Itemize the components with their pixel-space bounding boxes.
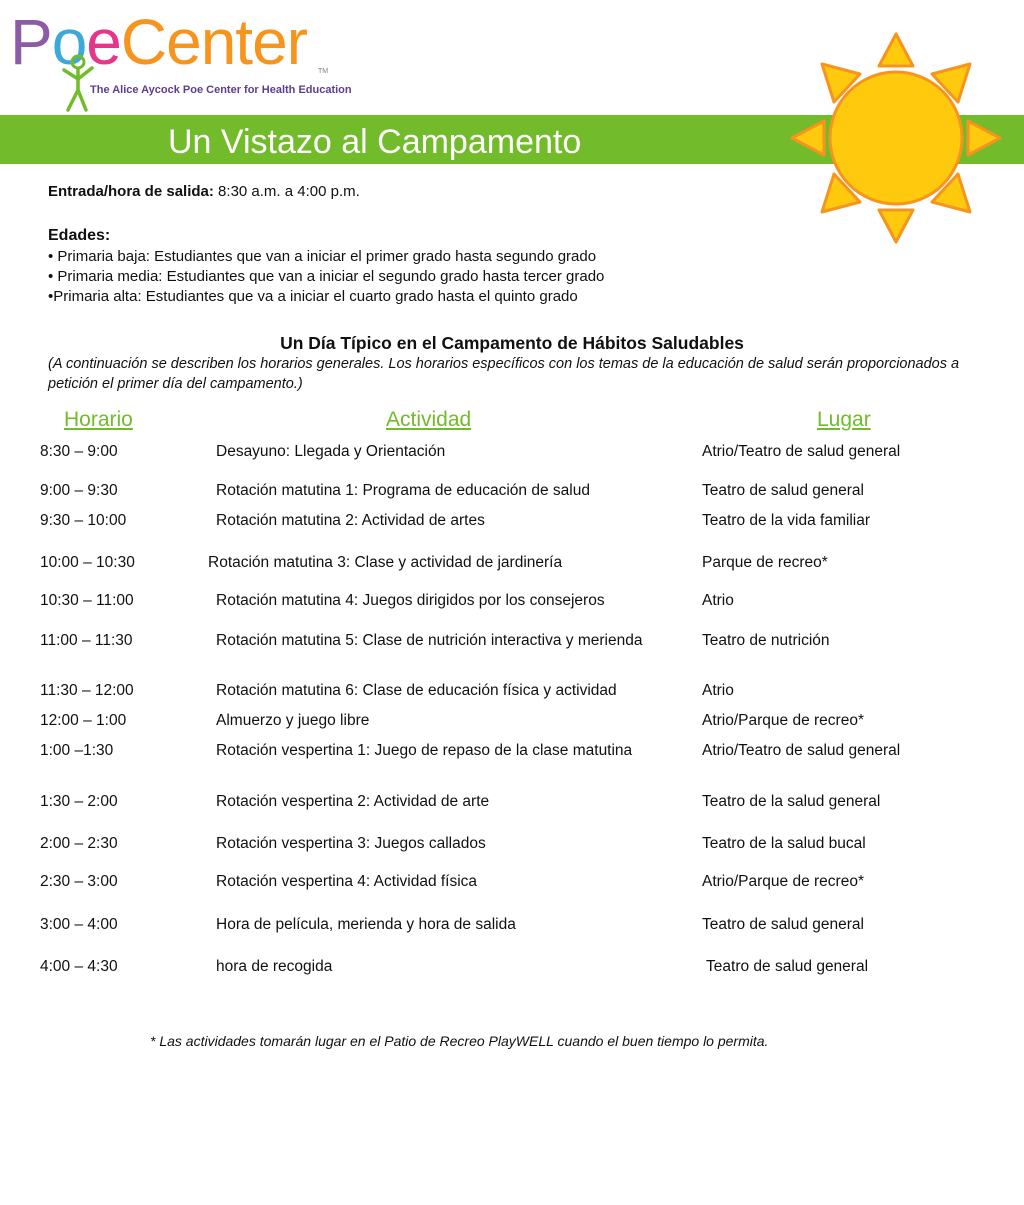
logo-trademark: TM [318,68,329,75]
schedule-row [0,958,1024,980]
logo-wordmark [10,2,307,82]
column-header-activity: Actividad [386,408,472,431]
schedule-row [0,682,1024,704]
age-group-item: •Primaria alta: Estudiantes que va a iniciar el cuarto grado hasta el quinto grado [48,288,578,305]
row-time: 10:30 – 11:00 [40,592,134,609]
row-time: 9:30 – 10:00 [40,512,127,529]
row-time: 11:00 – 11:30 [40,632,133,649]
row-activity: Rotación matutina 3: Clase y actividad de jardinería [208,554,563,571]
ages-label: Edades: [48,227,111,244]
row-time: 3:00 – 4:00 [40,916,118,933]
logo-letter: t [235,6,253,78]
row-activity: Rotación matutina 2: Actividad de artes [216,512,485,529]
logo-letter: e [166,6,201,78]
row-time: 4:00 – 4:30 [40,958,118,975]
schedule-row [0,632,1024,654]
row-activity: Rotación matutina 5: Clase de nutrición interactiva y merienda [216,632,643,649]
schedule-row [0,793,1024,815]
row-place: Atrio [702,682,734,699]
footnote: * Las actividades tomarán lugar en el Patio de Recreo PlayWELL cuando el buen tiempo lo permita. [150,1033,769,1049]
row-activity: Rotación matutina 4: Juegos dirigidos por los consejeros [216,592,605,609]
schedule-row [0,443,1024,465]
column-header-place: Lugar [817,408,871,431]
poe-center-logo [10,8,350,112]
row-time: 1:30 – 2:00 [40,793,118,810]
row-activity: Almuerzo y juego libre [216,712,370,729]
column-header-time: Horario [64,408,133,431]
schedule-row [0,592,1024,614]
row-activity: Rotación vespertina 3: Juegos callados [216,835,486,852]
logo-letter: e [86,6,121,78]
logo-letter: P [10,6,52,78]
row-time: 2:30 – 3:00 [40,873,118,890]
logo-letter: e [252,6,287,78]
row-place: Teatro de salud general [702,916,865,933]
stick-figure-icon [56,52,96,114]
row-place: Teatro de la salud general [702,793,881,810]
row-place: Atrio/Teatro de salud general [702,443,901,460]
logo-letter: C [120,6,167,78]
row-activity: Rotación vespertina 1: Juego de repaso de la clase matutina [216,742,633,759]
row-time: 11:30 – 12:00 [40,682,134,699]
age-group-item: • Primaria media: Estudiantes que van a iniciar el segundo grado hasta tercer grado [48,268,605,285]
schedule-row [0,512,1024,534]
schedule-row [0,554,1024,576]
row-place: Teatro de nutrición [702,632,830,649]
schedule-row [0,873,1024,895]
logo-tagline: The Alice Aycock Poe Center for Health Education [90,84,352,96]
schedule-row [0,482,1024,504]
section-note-line-1: (A continuación se describen los horarios generales. Los horarios específicos con los temas de la educación de salud serán proporcionados a [48,356,960,372]
schedule-row [0,835,1024,857]
row-time: 9:00 – 9:30 [40,482,118,499]
row-place: Atrio [702,592,734,609]
row-place: Teatro de salud general [702,482,865,499]
section-title: Un Día Típico en el Campamento de Hábitos Saludables [280,333,744,353]
schedule-row [0,916,1024,938]
row-activity: Rotación vespertina 2: Actividad de arte [216,793,490,810]
row-activity: Rotación vespertina 4: Actividad física [216,873,478,890]
row-place: Parque de recreo* [702,554,828,571]
row-time: 1:00 –1:30 [40,742,114,759]
row-place: Teatro de la salud bucal [702,835,866,852]
row-time: 10:00 – 10:30 [40,554,135,571]
row-activity: Desayuno: Llegada y Orientación [216,443,446,460]
row-time: 8:30 – 9:00 [40,443,118,460]
row-place: Teatro de la vida familiar [702,512,870,529]
row-activity: Rotación matutina 1: Programa de educación de salud [216,482,590,499]
schedule-row [0,742,1024,764]
schedule-row [0,712,1024,734]
row-place: Atrio/Teatro de salud general [702,742,901,759]
logo-letter: o [51,6,87,78]
section-note-line-2: petición el primer día del campamento.) [48,376,303,392]
logo-letter: n [200,6,236,78]
entry-time-line [48,183,360,200]
row-activity: Rotación matutina 6: Clase de educación física y actividad [216,682,617,699]
row-place: Atrio/Parque de recreo* [702,873,864,890]
row-activity: hora de recogida [216,958,333,975]
row-place: Teatro de salud general [702,958,869,975]
row-time: 12:00 – 1:00 [40,712,127,729]
row-place: Atrio/Parque de recreo* [702,712,864,729]
sun-icon [786,30,1006,246]
entry-time-value: 8:30 a.m. a 4:00 p.m. [213,183,360,200]
age-group-item: • Primaria baja: Estudiantes que van a iniciar el primer grado hasta segundo grado [48,248,597,265]
row-time: 2:00 – 2:30 [40,835,118,852]
logo-letter: r [286,6,307,78]
page-title: Un Vistazo al Campamento [168,123,582,161]
row-activity: Hora de película, merienda y hora de salida [216,916,516,933]
entry-time-label: Entrada/hora de salida: [48,183,214,200]
